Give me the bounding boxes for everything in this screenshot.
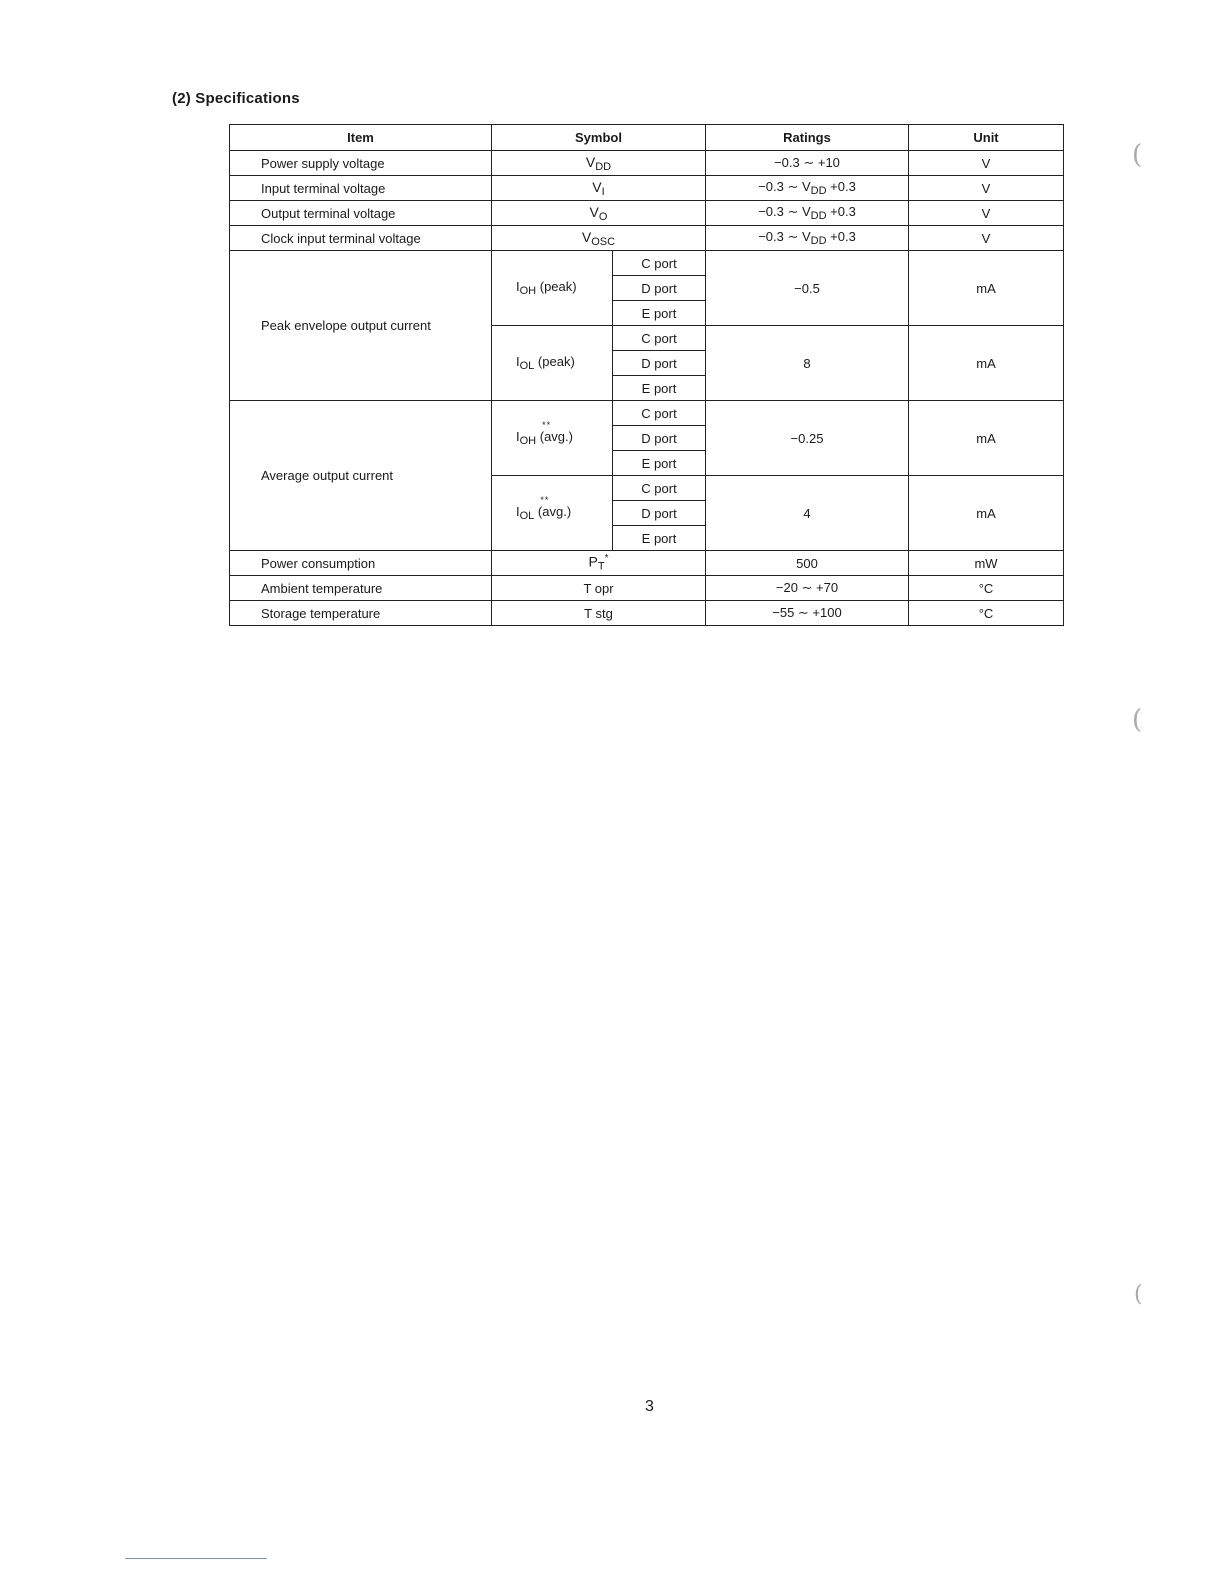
item-cell: Clock input terminal voltage bbox=[230, 226, 492, 251]
item-cell: Peak envelope output current bbox=[230, 251, 492, 401]
unit-cell: V bbox=[909, 151, 1064, 176]
header-unit: Unit bbox=[909, 125, 1064, 151]
table-row bbox=[230, 176, 1064, 201]
specifications-table bbox=[229, 124, 1064, 626]
table-row bbox=[230, 251, 1064, 276]
port-cell: C port bbox=[613, 401, 706, 426]
table-row bbox=[230, 551, 1064, 576]
unit-cell: V bbox=[909, 176, 1064, 201]
table-row bbox=[230, 401, 1064, 426]
punch-hole-mark: ( bbox=[1132, 705, 1143, 735]
header-symbol: Symbol bbox=[492, 125, 706, 151]
port-cell: D port bbox=[613, 351, 706, 376]
unit-cell: °C bbox=[909, 601, 1064, 626]
port-cell: C port bbox=[613, 326, 706, 351]
footnote-marker: ** bbox=[542, 420, 552, 430]
table-row bbox=[230, 576, 1064, 601]
port-cell: E port bbox=[613, 301, 706, 326]
port-cell: D port bbox=[613, 501, 706, 526]
unit-cell: mA bbox=[909, 251, 1064, 326]
item-cell: Average output current bbox=[230, 401, 492, 551]
symbol-cell: $V_{DD}$ bbox=[492, 151, 706, 176]
rating-cell: −0.3 ∼ $V_{DD} +0.3$ bbox=[706, 176, 909, 201]
symbol-cell: $I_{OL}$ ** (avg.) bbox=[492, 476, 613, 551]
port-cell: E port bbox=[613, 376, 706, 401]
rating-cell: 4 bbox=[706, 476, 909, 551]
unit-cell: mW bbox=[909, 551, 1064, 576]
symbol-cell: T stg bbox=[492, 601, 706, 626]
header-row bbox=[230, 125, 1064, 151]
unit-cell: V bbox=[909, 226, 1064, 251]
symbol-cell: $V_I$ bbox=[492, 176, 706, 201]
symbol-cell: $I_{OH}$ ** (avg.) bbox=[492, 401, 613, 476]
table-row bbox=[230, 226, 1064, 251]
unit-cell: V bbox=[909, 201, 1064, 226]
table-row bbox=[230, 151, 1064, 176]
punch-hole-mark: ( bbox=[1134, 1282, 1143, 1307]
unit-cell: °C bbox=[909, 576, 1064, 601]
header-item: Item bbox=[230, 125, 492, 151]
rating-cell: −0.3 ∼ $V_{DD} +0.3$ bbox=[706, 226, 909, 251]
rating-cell: −20 ∼ +70 bbox=[706, 576, 909, 601]
item-cell: Ambient temperature bbox=[230, 576, 492, 601]
unit-cell: mA bbox=[909, 476, 1064, 551]
table-row bbox=[230, 201, 1064, 226]
symbol-cell: $I_{OH}$ (peak) bbox=[492, 251, 613, 326]
rating-cell: 500 bbox=[706, 551, 909, 576]
port-cell: D port bbox=[613, 276, 706, 301]
header-ratings: Ratings bbox=[706, 125, 909, 151]
item-cell: Storage temperature bbox=[230, 601, 492, 626]
page-number: 3 bbox=[645, 1398, 654, 1415]
port-cell: D port bbox=[613, 426, 706, 451]
symbol-cell: $V_O$ bbox=[492, 201, 706, 226]
port-cell: C port bbox=[613, 251, 706, 276]
table-row bbox=[230, 601, 1064, 626]
symbol-cell: $P_T^*$ bbox=[492, 551, 706, 576]
rating-cell: −0.25 bbox=[706, 401, 909, 476]
symbol-cell: $I_{OL}$ (peak) bbox=[492, 326, 613, 401]
footer-divider bbox=[125, 1558, 267, 1559]
rating-cell: −0.3 ∼ $V_{DD} +0.3$ bbox=[706, 201, 909, 226]
item-cell: Power consumption bbox=[230, 551, 492, 576]
section-title: (2) Specifications bbox=[172, 90, 300, 107]
item-cell: Output terminal voltage bbox=[230, 201, 492, 226]
port-cell: C port bbox=[613, 476, 706, 501]
rating-cell: −55 ∼ +100 bbox=[706, 601, 909, 626]
item-cell: Input terminal voltage bbox=[230, 176, 492, 201]
symbol-cell: $V_{OSC}$ bbox=[492, 226, 706, 251]
item-cell: Power supply voltage bbox=[230, 151, 492, 176]
unit-cell: mA bbox=[909, 326, 1064, 401]
rating-cell: −0.3 ∼ +10 bbox=[706, 151, 909, 176]
unit-cell: mA bbox=[909, 401, 1064, 476]
port-cell: E port bbox=[613, 451, 706, 476]
rating-cell: −0.5 bbox=[706, 251, 909, 326]
punch-hole-mark: ( bbox=[1132, 140, 1143, 170]
port-cell: E port bbox=[613, 526, 706, 551]
footnote-marker: ** bbox=[540, 495, 550, 505]
symbol-cell: T opr bbox=[492, 576, 706, 601]
rating-cell: 8 bbox=[706, 326, 909, 401]
